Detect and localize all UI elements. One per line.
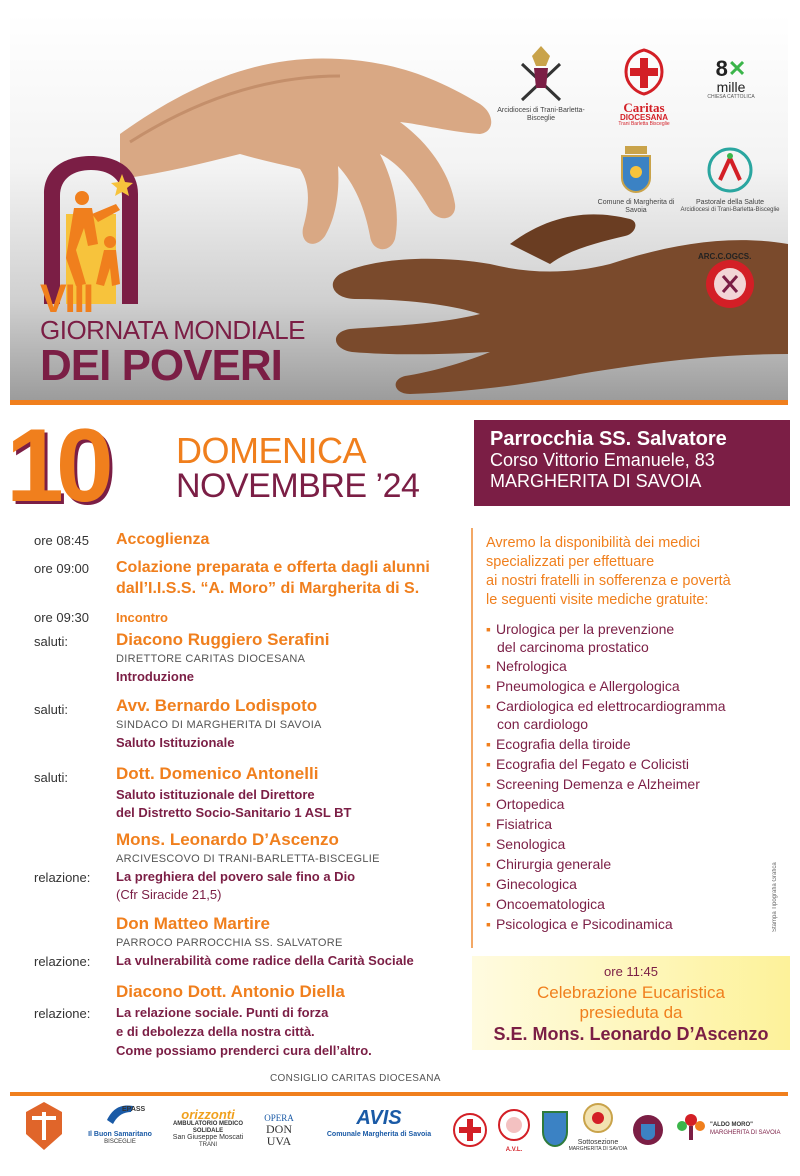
opera-label: OPERA — [264, 1113, 294, 1123]
hero-banner — [10, 14, 788, 400]
sponsor-tau — [20, 1100, 68, 1162]
sponsors-bar — [10, 1100, 788, 1162]
time-label: ore 08:45 — [34, 533, 89, 548]
day-number: 10 — [6, 408, 106, 524]
speaker-role: ARCIVESCOVO DI TRANI-BARLETTA-BISCEGLIE — [116, 853, 380, 865]
time-label: ore 09:00 — [34, 561, 89, 576]
arcidiocesi-caption: Arcidiocesi di Trani-Barletta-Bisceglie — [497, 107, 585, 123]
service-item: ▪ Ecografia della tiroide — [486, 736, 631, 752]
intro-line: Avremo la disponibilità dei medici — [486, 535, 701, 551]
speaker-role: PARROCO PARROCCHIA SS. SALVATORE — [116, 937, 343, 949]
venue-city: MARGHERITA DI SAVOIA — [490, 470, 702, 491]
caritas-cross-icon — [616, 48, 672, 96]
comune-logo — [596, 144, 676, 215]
speaker-type-label: relazione: — [34, 954, 91, 969]
intro-line: ai nostri fratelli in sofferenza e povertà — [486, 573, 731, 589]
speaker-name: Don Matteo Martire — [116, 914, 270, 933]
weekday: DOMENICA — [176, 430, 367, 471]
speaker-role: SINDACO DI MARGHERITA DI SAVOIA — [116, 719, 322, 731]
venue-parish: Parrocchia SS. Salvatore — [490, 428, 727, 450]
speaker-name: Mons. Leonardo D’Ascenzo — [116, 830, 339, 849]
month-year: NOVEMBRE ’24 — [176, 467, 420, 505]
print-credit: Stampa Tipografia Grafica — [772, 862, 778, 932]
celebration-box — [472, 956, 790, 1050]
speaker-role: DIRETTORE CARITAS DIOCESANA — [116, 653, 306, 665]
tau-cross-icon — [22, 1100, 66, 1152]
pastorale-icon — [706, 146, 754, 194]
hero-title-line1: GIORNATA MONDIALE — [40, 315, 306, 345]
speaker-topic: Saluto Istituzionale — [116, 735, 235, 750]
speaker-type-label: saluti: — [34, 770, 68, 785]
speaker-name: Diacono Dott. Antonio Diella — [116, 982, 345, 1001]
aldo-moro-label: "ALDO MORO" — [710, 1122, 754, 1128]
caritas-sub: DIOCESANA — [619, 113, 668, 122]
moscati-label: San Giuseppe Moscati — [172, 1134, 244, 1142]
speaker-topic-cont: Come possiamo prenderci cura dell’altro. — [116, 1043, 372, 1058]
pastorale-caption-1: Pastorale della Salute — [695, 199, 765, 206]
service-item: ▪ Screening Demenza e Alzheimer — [486, 776, 700, 792]
comune-caption: Comune di Margherita di Savoia — [597, 199, 675, 215]
hero-title-line2: DEI POVERI — [40, 341, 282, 390]
otto-per-mille-logo — [696, 58, 766, 100]
arcidiocesi-logo — [496, 44, 586, 123]
service-item: ▪ Oncoematologica — [486, 896, 605, 912]
celebration-subtitle: presieduta da — [579, 1003, 683, 1022]
tree-of-hands-icon — [674, 1110, 708, 1142]
don-uva-label: DON UVA — [266, 1122, 292, 1149]
sponsor-opera-don-uva — [254, 1100, 304, 1162]
sponsor-orizzonti — [170, 1100, 246, 1162]
service-item: ▪ Senologica — [486, 836, 566, 852]
speaker-citation: (Cfr Siracide 21,5) — [116, 887, 222, 902]
service-item: ▪ Urologica per la prevenzione del carcinoma prostatico — [486, 621, 675, 655]
orizzonti-label: orizzonti — [181, 1107, 235, 1122]
service-item: ▪ Ortopedica — [486, 796, 565, 812]
avis-label: AVIS — [356, 1107, 402, 1129]
speaker-topic-cont: e di debolezza della nostra città. — [116, 1024, 315, 1039]
column-divider — [471, 528, 473, 948]
service-item: ▪ Ecografia del Fegato e Colicisti — [486, 756, 689, 772]
otto-label: 8✕ — [715, 56, 747, 81]
event-title: Incontro — [116, 610, 168, 625]
event-title: Accoglienza — [116, 531, 210, 548]
sottosezione-label: Sottosezione — [577, 1139, 619, 1146]
ambulatorio-label: AMBULATORIO MEDICO SOLIDALE — [172, 1121, 244, 1134]
sponsor-buon-samaritano — [76, 1100, 164, 1162]
comune-crest-icon — [619, 144, 653, 194]
sponsor-sottosezione — [558, 1100, 638, 1162]
celebration-title: Celebrazione Eucaristica — [536, 983, 726, 1002]
pastorale-caption-2: Arcidiocesi di Trani-Barletta-Bisceglie — [680, 207, 780, 214]
speaker-name: Dott. Domenico Antonelli — [116, 764, 319, 783]
speaker-topic: Saluto istituzionale del Direttore — [116, 787, 315, 802]
speaker-topic: La preghiera del povero sale fino a Dio — [116, 869, 356, 884]
speaker-type-label: relazione: — [34, 1006, 91, 1021]
sponsor-avis — [314, 1100, 444, 1162]
red-cross-icon — [452, 1112, 488, 1148]
bisceglie-label: BISCEGLIE — [104, 1138, 136, 1145]
celebration-celebrant: S.E. Mons. Leonardo D’Ascenzo — [493, 1024, 769, 1044]
mille-label: mille — [716, 79, 746, 95]
edition-number: VIII — [40, 277, 93, 321]
service-item: ▪ Psicologica e Psicodinamica — [486, 916, 673, 932]
sottosezione-seal-icon — [580, 1102, 616, 1134]
sponsor-shield — [628, 1100, 668, 1162]
speaker-topic-cont: del Distretto Socio-Sanitario 1 ASL BT — [116, 805, 352, 820]
aldo-moro-city: MARGHERITA DI SAVOIA — [710, 1130, 781, 1136]
speaker-topic: Introduzione — [116, 669, 194, 684]
venue-box — [474, 420, 790, 506]
speaker-name: Avv. Bernardo Lodispoto — [116, 696, 318, 715]
sponsor-aldo-moro-school — [674, 1100, 784, 1162]
arciconfraternita-logo — [690, 246, 770, 323]
services-intro — [486, 534, 786, 610]
caritas-word: Caritas — [623, 100, 665, 115]
intro-line: le seguenti visite mediche gratuite: — [486, 592, 709, 608]
intro-line: specializzati per effettuare — [486, 554, 655, 570]
coat-of-arms-icon — [516, 44, 566, 102]
service-item: ▪ Ginecologica — [486, 876, 577, 892]
avl-seal-icon — [497, 1108, 531, 1142]
avl-label: A.V.L. — [505, 1147, 523, 1153]
service-item: ▪ Cardiologica ed elettrocardiogramma con cardiologo — [486, 698, 726, 732]
signature: CONSIGLIO CARITAS DIOCESANA — [270, 1073, 441, 1084]
speaker-topic: La relazione sociale. Punti di forza — [116, 1005, 329, 1020]
trani-label: TRANI — [199, 1141, 217, 1148]
venue-street: Corso Vittorio Emanuele, 83 — [490, 450, 715, 470]
event-title-cont: dall’I.I.S.S. “A. Moro” di Margherita di S. — [116, 580, 420, 597]
speaker-type-label: saluti: — [34, 634, 68, 649]
bottom-divider — [10, 1092, 788, 1096]
speaker-type-label: saluti: — [34, 702, 68, 717]
service-item: ▪ Pneumologica e Allergologica — [486, 678, 680, 694]
sottosezione-city: MARGHERITA DI SAVOIA — [568, 1145, 628, 1152]
speaker-topic: La vulnerabilità come radice della Carità Sociale — [116, 953, 414, 968]
shield-icon — [631, 1110, 665, 1150]
arciconfraternita-caption: ARC.C.OGCS. — [698, 252, 752, 261]
pastorale-salute-logo — [678, 146, 782, 214]
service-item: ▪ Fisiatrica — [486, 816, 552, 832]
sponsor-red-cross — [450, 1100, 490, 1162]
service-item: ▪ Chirurgia generale — [486, 856, 612, 872]
celebration-time: ore 11:45 — [604, 964, 658, 979]
time-label: ore 09:30 — [34, 610, 89, 625]
speaker-type-label: relazione: — [34, 870, 91, 885]
chiesa-label: CHIESA CATTOLICA — [707, 94, 755, 100]
avis-sub-label: Comunale Margherita di Savoia — [326, 1131, 432, 1138]
buon-samaritano-label: Il Buon Samaritano — [88, 1131, 152, 1138]
orange-divider — [10, 400, 788, 405]
caritas-small: Trani Barletta Bisceglie — [618, 121, 670, 127]
epass-label: EPASS — [122, 1106, 146, 1113]
event-title: Colazione preparata e offerta dagli alunni — [116, 559, 430, 576]
sponsor-avl — [494, 1100, 534, 1162]
caritas-logo — [604, 48, 684, 128]
speaker-name: Diacono Ruggiero Serafini — [116, 630, 330, 649]
service-item: ▪ Nefrologica — [486, 658, 567, 674]
